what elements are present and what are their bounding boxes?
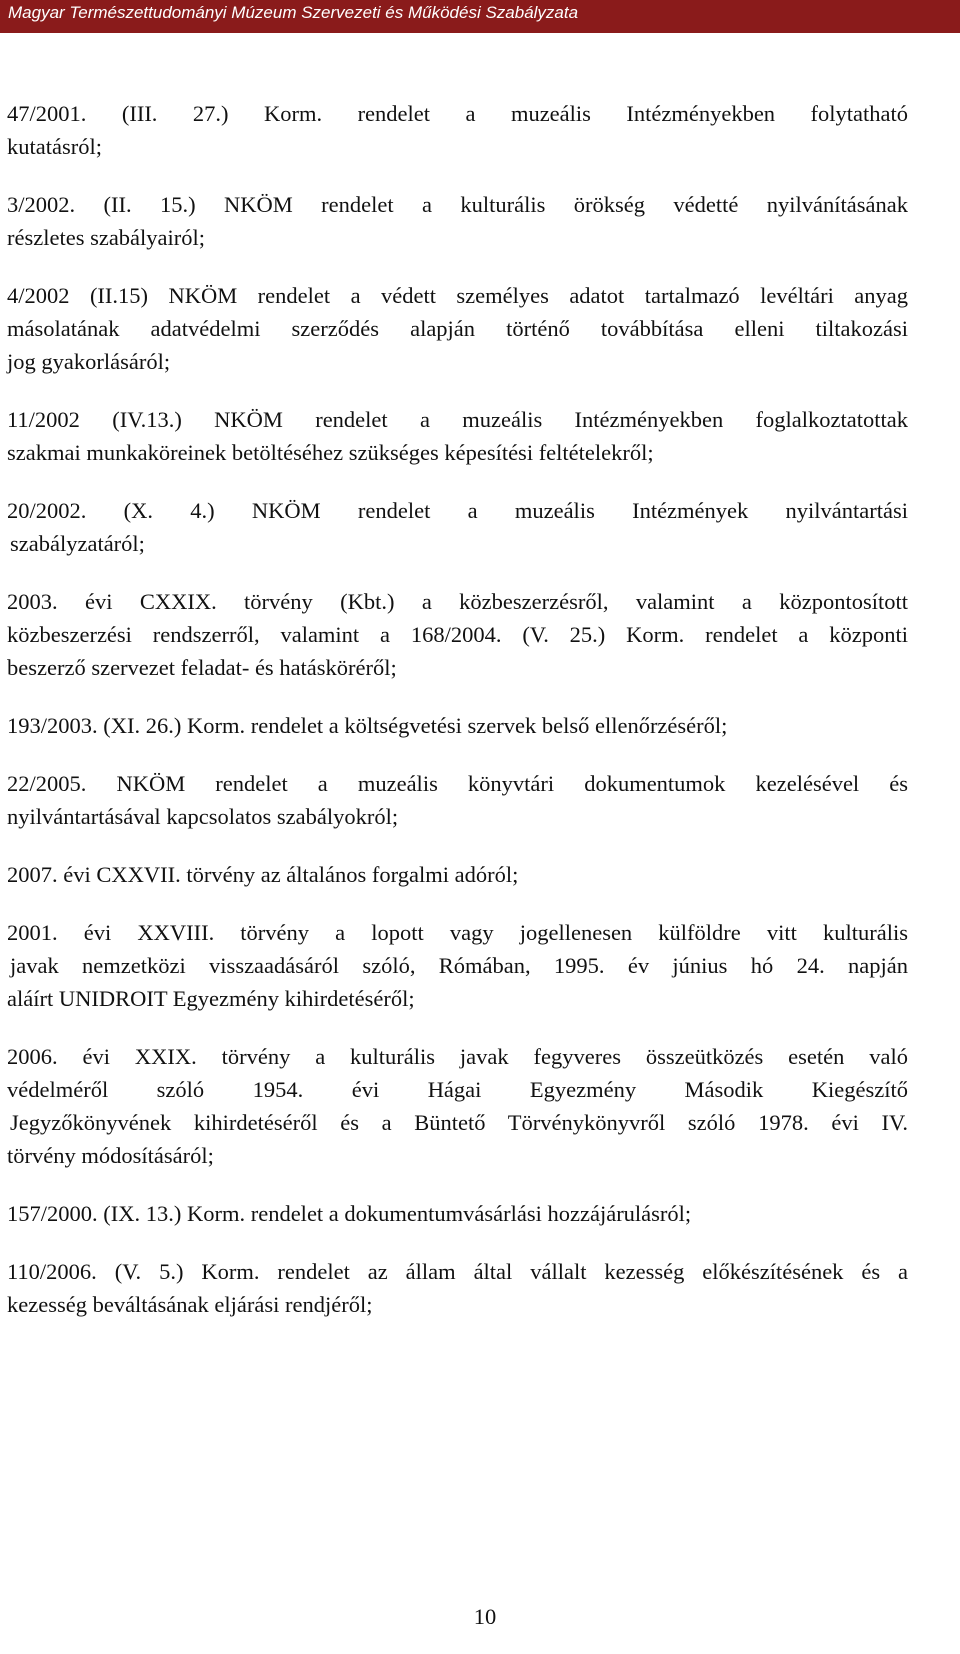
entry-line: 3/2002. (II. 15.) NKÖM rendelet a kulturális örökség védetté nyilvánításának <box>7 192 908 217</box>
entry-line: nyilvántartásával kapcsolatos szabályokról; <box>7 804 399 829</box>
entry-line: aláírt UNIDROIT Egyezmény kihirdetéséről; <box>7 986 415 1011</box>
regulation-entry <box>7 916 908 1015</box>
entry-line: szakmai munkaköreinek betöltéséhez szükséges képesítési feltételekről; <box>7 440 654 465</box>
regulation-entry <box>7 188 908 254</box>
entry-line: beszerző szervezet feladat- és hatásköréről; <box>7 655 397 680</box>
regulation-entry <box>7 1040 908 1172</box>
regulation-entry <box>7 97 908 163</box>
entry-line: másolatának adatvédelmi szerződés alapján történő továbbítása elleni tiltakozási <box>7 316 908 341</box>
regulation-entry <box>7 1197 908 1230</box>
regulation-entry <box>7 279 908 378</box>
regulations-list <box>7 97 908 1346</box>
entry-line: közbeszerzési rendszerről, valamint a 168/2004. (V. 25.) Korm. rendelet a központi <box>7 622 908 647</box>
entry-line: törvény módosításáról; <box>7 1143 214 1168</box>
entry-line: 2001. évi XXVIII. törvény a lopott vagy jogellenesen külföldre vitt kulturális <box>7 920 908 945</box>
entry-line: 11/2002 (IV.13.) NKÖM rendelet a muzeális Intézményekben foglalkoztatottak <box>7 407 908 432</box>
entry-line: részletes szabályairól; <box>7 225 206 250</box>
regulation-entry <box>7 585 908 684</box>
entry-line: Jegyzőkönyvének kihirdetéséről és a Büntető Törvénykönyvről szóló 1978. évi IV. <box>10 1110 908 1135</box>
entry-line: védelméről szóló 1954. évi Hágai Egyezmény Második Kiegészítő <box>7 1077 908 1102</box>
page-number-text: 10 <box>473 1604 497 1629</box>
entry-line: kutatásról; <box>7 134 102 159</box>
page-number <box>0 1604 960 1630</box>
entry-line: 2007. évi CXXVII. törvény az általános forgalmi adóról; <box>7 862 519 887</box>
entry-line: 22/2005. NKÖM rendelet a muzeális könyvtári dokumentumok kezelésével és <box>7 771 908 796</box>
entry-line: 4/2002 (II.15) NKÖM rendelet a védett személyes adatot tartalmazó levéltári anyag <box>7 283 908 308</box>
entry-line: javak nemzetközi visszaadásáról szóló, Rómában, 1995. év június hó 24. napján <box>10 953 908 978</box>
regulation-entry <box>7 709 908 742</box>
entry-line: 2003. évi CXXIX. törvény (Kbt.) a közbeszerzésről, valamint a központosított <box>7 589 908 614</box>
entry-line: 193/2003. (XI. 26.) Korm. rendelet a költségvetési szervek belső ellenőrzéséről; <box>7 713 728 738</box>
entry-line: 110/2006. (V. 5.) Korm. rendelet az állam által vállalt kezesség előkészítésének és a <box>7 1259 908 1284</box>
regulation-entry <box>7 858 908 891</box>
regulation-entry <box>7 767 908 833</box>
document-header <box>0 0 960 33</box>
entry-line: 47/2001. (III. 27.) Korm. rendelet a muzeális Intézményekben folytatható <box>7 101 908 126</box>
header-title: Magyar Természettudományi Múzeum Szervezeti és Működési Szabályzata <box>8 3 579 22</box>
entry-line: kezesség beváltásának eljárási rendjéről; <box>7 1292 373 1317</box>
entry-line: 2006. évi XXIX. törvény a kulturális javak fegyveres összeütközés esetén való <box>7 1044 908 1069</box>
entry-line: jog gyakorlásáról; <box>7 349 171 374</box>
regulation-entry <box>7 1255 908 1321</box>
entry-line: szabályzatáról; <box>10 531 145 556</box>
regulation-entry <box>7 494 908 560</box>
entry-line: 157/2000. (IX. 13.) Korm. rendelet a dokumentumvásárlási hozzájárulásról; <box>7 1201 692 1226</box>
entry-line: 20/2002. (X. 4.) NKÖM rendelet a muzeális Intézmények nyilvántartási <box>7 498 908 523</box>
regulation-entry <box>7 403 908 469</box>
